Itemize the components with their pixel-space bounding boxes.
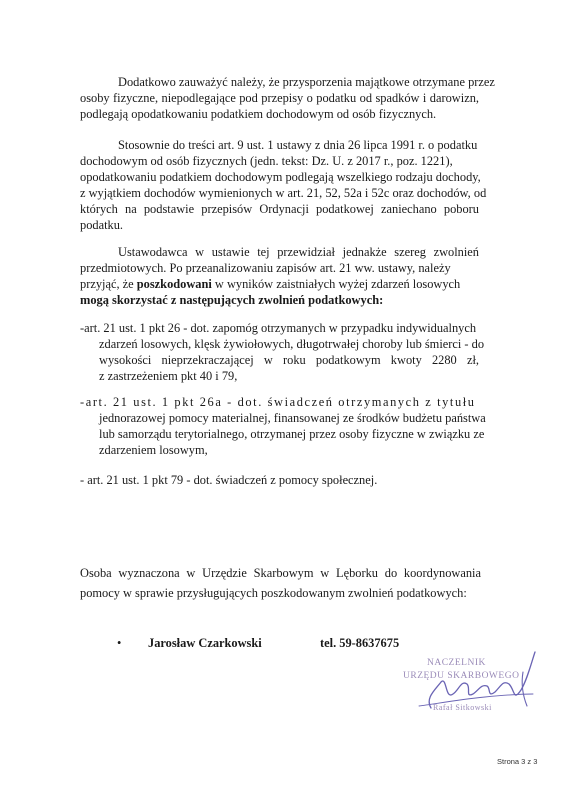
para2-line-2: dochodowym od osób fizycznych (jedn. tekst: Dz. U. z 2017 r., poz. 1221), — [80, 154, 453, 168]
item1-line-3: wysokości nieprzekraczającej w roku podatkowym kwoty 2280 zł, — [99, 353, 479, 367]
item2-line-4: zdarzeniem losowym, — [99, 443, 208, 457]
official-stamp — [395, 650, 545, 720]
para3-line-3-start: przyjąć, że — [80, 277, 137, 291]
para3-line-3 — [80, 276, 460, 292]
para2-line-6: podatku. — [80, 218, 124, 232]
item1-line-1: -art. 21 ust. 1 pkt 26 - dot. zapomóg otrzymanych w przypadku indywidualnych — [80, 321, 477, 335]
item2-line-2: jednorazowej pomocy materialnej, finansowanej ze środków budżetu państwa — [99, 411, 486, 425]
contact-name: Jarosław Czarkowski — [148, 636, 262, 650]
para2-line-5: których na podstawie przepisów Ordynacji podatkowej zaniechano poboru — [80, 202, 479, 216]
para1-line-2: osoby fizyczne, niepodlegające pod przepisy o podatku od spadków i darowizn, — [80, 91, 479, 105]
signature-icon — [395, 650, 545, 722]
closing-line-1: Osoba wyznaczona w Urzędzie Skarbowym w Lęborku do koordynowania — [80, 566, 481, 580]
para2-line-1: Stosownie do treści art. 9 ust. 1 ustawy z dnia 26 lipca 1991 r. o podatku — [118, 138, 478, 152]
contact-phone: tel. 59-8637675 — [320, 636, 400, 650]
para3-line-4-bold: mogą skorzystać z następujących zwolnień podatkowych: — [80, 293, 384, 307]
stamp-line-1: NACZELNIK — [427, 658, 486, 668]
para2-line-4: z wyjątkiem dochodów wymienionych w art. 21, 52, 52a i 52c oraz dochodów, od — [80, 186, 487, 200]
para3-emphasis-poszkodowani: poszkodowani — [136, 277, 212, 291]
stamp-line-3: Rafał Sitkowski — [433, 703, 492, 712]
para3-line-1: Ustawodawca w ustawie tej przewidział jednakże szereg zwolnień — [118, 245, 479, 259]
item2-line-3: lub samorządu terytorialnego, otrzymanej przez osoby fizyczne w związku ze — [99, 427, 485, 441]
closing-line-2: pomocy w sprawie przysługujących poszkodowanym zwolnień podatkowych: — [80, 586, 467, 600]
item2-line-1: -art. 21 ust. 1 pkt 26a - dot. świadczeń otrzymanych z tytułu — [80, 395, 476, 409]
para1-line-3: podlegają opodatkowaniu podatkiem dochodowym od osób fizycznych. — [80, 107, 437, 121]
item1-line-4: z zastrzeżeniem pkt 40 i 79, — [99, 369, 238, 383]
page-number: Strona 3 z 3 — [497, 757, 538, 766]
item1-line-2: zdarzeń losowych, klęsk żywiołowych, długotrwałej choroby lub śmierci - do — [99, 337, 485, 351]
item3-line: - art. 21 ust. 1 pkt 79 - dot. świadczeń z pomocy społecznej. — [80, 473, 378, 487]
para3-line-2: przedmiotowych. Po przeanalizowaniu zapisów art. 21 ww. ustawy, należy — [80, 261, 451, 275]
para2-line-3: opodatkowaniu podatkiem dochodowym podlegają wszelkiego rodzaju dochody, — [80, 170, 481, 184]
para3-line-3-end: w wyników zaistniałych wyżej zdarzeń losowych — [211, 277, 461, 291]
stamp-line-2: URZĘDU SKARBOWEGO — [403, 671, 520, 681]
para1-line-1: Dodatkowo zauważyć należy, że przysporzenia majątkowe otrzymane przez — [118, 75, 495, 89]
contact-bullet: • — [117, 636, 122, 650]
